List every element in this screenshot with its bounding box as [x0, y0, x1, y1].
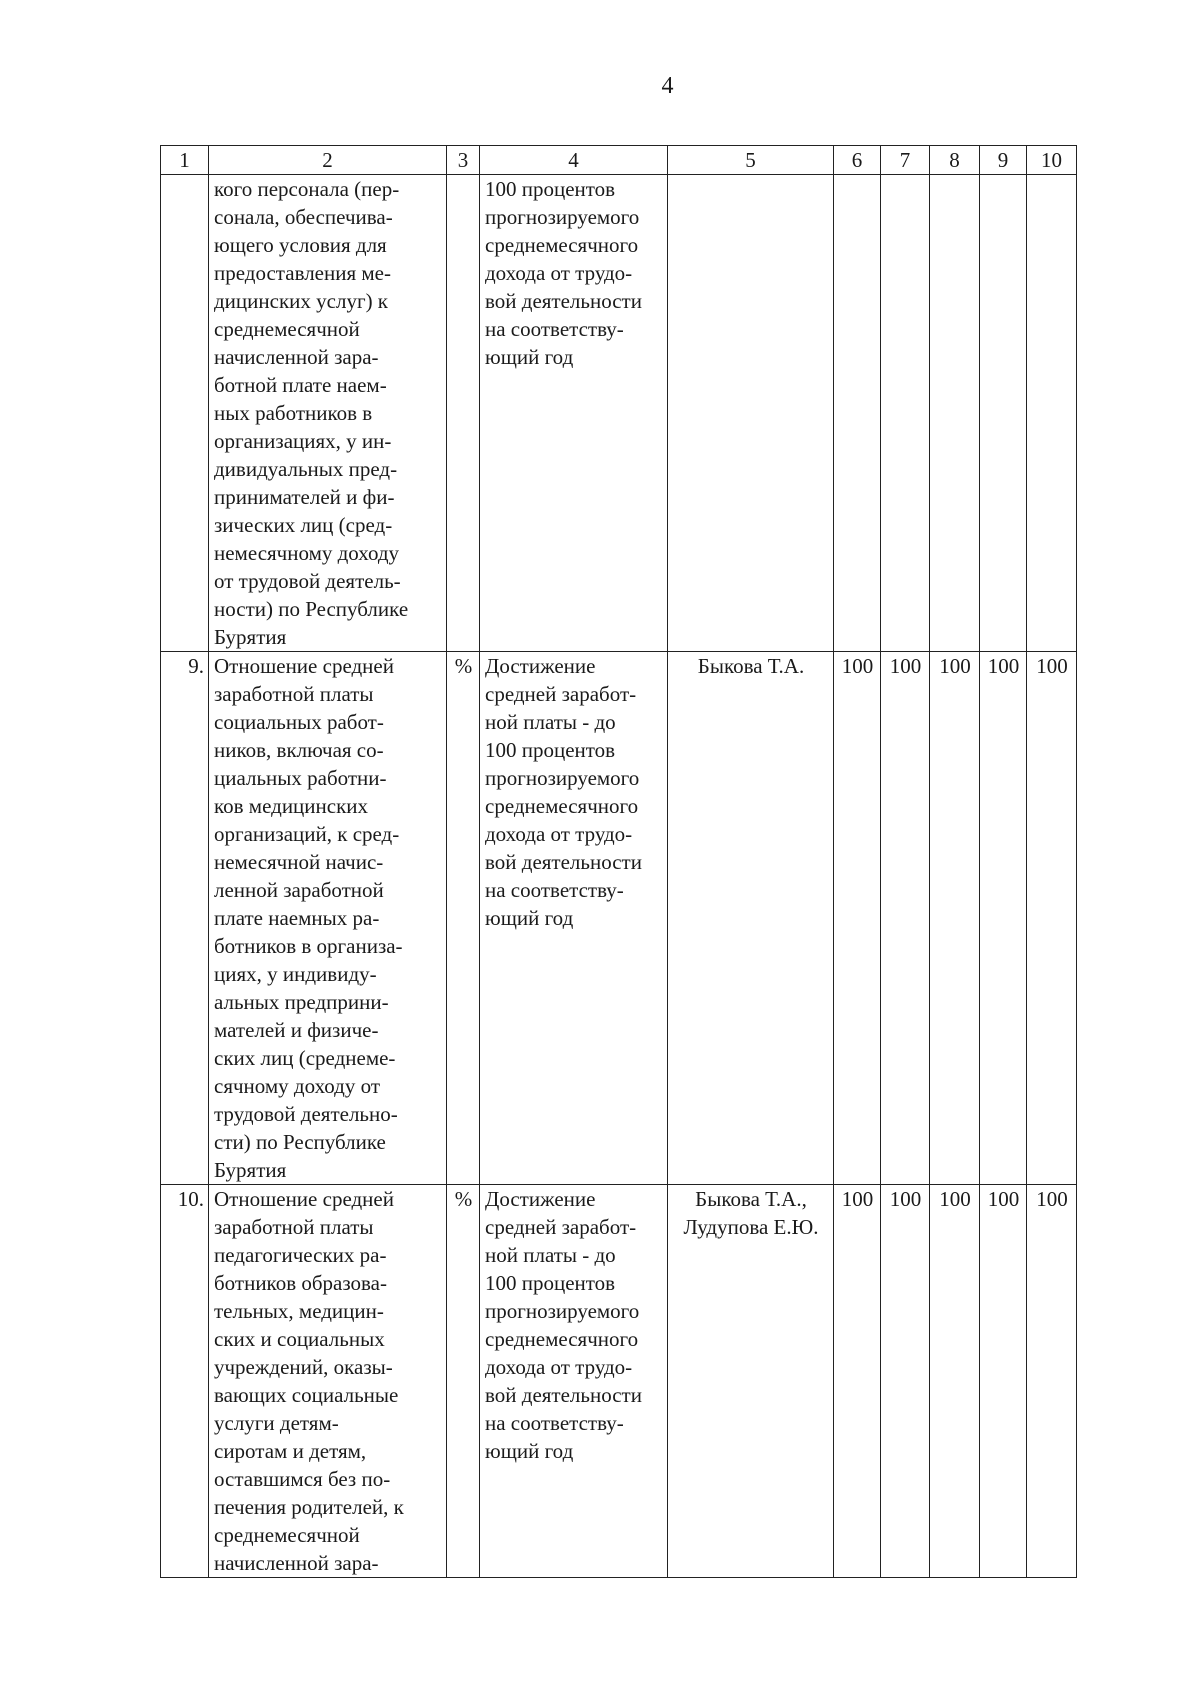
responsible-line: Лудупова Е.Ю. — [683, 1215, 819, 1239]
target-line: дохода от трудо- — [485, 1355, 633, 1379]
target-line: средней заработ- — [485, 682, 637, 706]
target-line: ющий год — [485, 906, 574, 930]
indicator-line: ботников образова- — [214, 1271, 387, 1295]
target-line: Достижение — [485, 1187, 596, 1211]
value-col-6: 100 — [834, 652, 881, 1185]
indicator-name — [209, 652, 447, 1185]
indicator-line: среднемесячной — [214, 1523, 360, 1547]
row-number — [161, 175, 209, 652]
target-line: на соответству- — [485, 1411, 624, 1435]
indicator-line: заработной платы — [214, 1215, 374, 1239]
target-line: 100 процентов — [485, 177, 616, 201]
indicator-line: Бурятия — [214, 1158, 287, 1182]
col-header-8: 8 — [930, 146, 980, 175]
indicator-line: ников, включая со- — [214, 738, 384, 762]
value-col-9: 100 — [980, 1185, 1027, 1578]
indicator-line: вающих социальные — [214, 1383, 399, 1407]
indicator-line: социальных работ- — [214, 710, 384, 734]
responsible-person — [668, 175, 834, 652]
value-col-6: 100 — [834, 1185, 881, 1578]
indicator-line: Отношение средней — [214, 1187, 394, 1211]
col-header-9: 9 — [980, 146, 1027, 175]
target-line: на соответству- — [485, 878, 624, 902]
unit-of-measure: % — [447, 652, 480, 1185]
target-line: среднемесячного — [485, 233, 639, 257]
indicator-line: трудовой деятельно- — [214, 1102, 398, 1126]
responsible-person — [668, 1185, 834, 1578]
col-header-10: 10 — [1027, 146, 1077, 175]
column-number-header-row — [161, 146, 1077, 175]
target-line: прогнозируемого — [485, 766, 640, 790]
target-line: ющий год — [485, 345, 574, 369]
indicator-line: печения родителей, к — [214, 1495, 404, 1519]
target-line: ной платы - до — [485, 1243, 616, 1267]
unit-of-measure — [447, 175, 480, 652]
col-header-1: 1 — [161, 146, 209, 175]
indicator-line: немесячной начис- — [214, 850, 384, 874]
value-col-6 — [834, 175, 881, 652]
table-row — [161, 1185, 1077, 1578]
indicator-line: циях, у индивиду- — [214, 962, 377, 986]
indicator-line: начисленной зара- — [214, 1551, 379, 1575]
indicator-line: ющего условия для — [214, 233, 387, 257]
indicator-line: ботников в организа- — [214, 934, 403, 958]
indicator-line: немесячному доходу — [214, 541, 400, 565]
responsible-person — [668, 652, 834, 1185]
indicator-line: сиротам и детям, — [214, 1439, 367, 1463]
indicator-line: кого персонала (пер- — [214, 177, 400, 201]
value-col-7: 100 — [881, 652, 930, 1185]
target-line: прогнозируемого — [485, 1299, 640, 1323]
target-line: 100 процентов — [485, 1271, 616, 1295]
target-line: дохода от трудо- — [485, 261, 633, 285]
table-row — [161, 652, 1077, 1185]
indicator-name — [209, 1185, 447, 1578]
target-line: среднемесячного — [485, 1327, 639, 1351]
indicator-line: принимателей и фи- — [214, 485, 395, 509]
indicator-line: мателей и физиче- — [214, 1018, 379, 1042]
indicator-line: услуги детям- — [214, 1411, 339, 1435]
indicator-line: сячному доходу от — [214, 1074, 381, 1098]
col-header-7: 7 — [881, 146, 930, 175]
target-line: вой деятельности — [485, 289, 642, 313]
indicator-line: организациях, у ин- — [214, 429, 392, 453]
target-line: вой деятельности — [485, 1383, 642, 1407]
indicator-line: начисленной зара- — [214, 345, 379, 369]
value-col-7 — [881, 175, 930, 652]
col-header-5: 5 — [668, 146, 834, 175]
indicator-line: дицинских услуг) к — [214, 289, 389, 313]
unit-of-measure: % — [447, 1185, 480, 1578]
indicator-line: педагогических ра- — [214, 1243, 387, 1267]
indicator-line: учреждений, оказы- — [214, 1355, 393, 1379]
indicator-line: ских и социальных — [214, 1327, 385, 1351]
col-header-3: 3 — [447, 146, 480, 175]
indicator-line: ских лиц (среднеме- — [214, 1046, 396, 1070]
indicator-line: альных предприни- — [214, 990, 389, 1014]
target-line: среднемесячного — [485, 794, 639, 818]
indicator-line: плате наемных ра- — [214, 906, 380, 930]
indicator-line: Отношение средней — [214, 654, 394, 678]
col-header-4: 4 — [480, 146, 668, 175]
indicator-line: ных работников в — [214, 401, 373, 425]
target-line: вой деятельности — [485, 850, 642, 874]
row-number: 10. — [161, 1185, 209, 1578]
target-line: Достижение — [485, 654, 596, 678]
indicator-line: заработной платы — [214, 682, 374, 706]
indicator-line: оставшимся без по- — [214, 1467, 391, 1491]
target-line: 100 процентов — [485, 738, 616, 762]
target-line: ной платы - до — [485, 710, 616, 734]
table-row — [161, 175, 1077, 652]
indicators-table — [160, 145, 1077, 1578]
value-col-7: 100 — [881, 1185, 930, 1578]
indicator-line: тельных, медицин- — [214, 1299, 384, 1323]
target-line: средней заработ- — [485, 1215, 637, 1239]
indicator-line: среднемесячной — [214, 317, 360, 341]
col-header-6: 6 — [834, 146, 881, 175]
indicator-line: сонала, обеспечива- — [214, 205, 393, 229]
indicator-line: Бурятия — [214, 625, 287, 649]
value-col-10: 100 — [1027, 652, 1077, 1185]
target-description — [480, 1185, 668, 1578]
value-col-10 — [1027, 175, 1077, 652]
target-line: дохода от трудо- — [485, 822, 633, 846]
indicator-line: от трудовой деятель- — [214, 569, 401, 593]
indicator-line: циальных работни- — [214, 766, 387, 790]
page-number: 4 — [661, 73, 674, 99]
responsible-line: Быкова Т.А., — [695, 1187, 807, 1211]
value-col-8: 100 — [930, 652, 980, 1185]
indicator-name — [209, 175, 447, 652]
indicator-line: дивидуальных пред- — [214, 457, 398, 481]
target-description — [480, 175, 668, 652]
indicator-line: предоставления ме- — [214, 261, 391, 285]
target-description — [480, 652, 668, 1185]
indicator-line: организаций, к сред- — [214, 822, 400, 846]
target-line: на соответству- — [485, 317, 624, 341]
indicator-line: ности) по Республике — [214, 597, 409, 621]
col-header-2: 2 — [209, 146, 447, 175]
value-col-8: 100 — [930, 1185, 980, 1578]
indicator-line: ботной плате наем- — [214, 373, 387, 397]
value-col-9: 100 — [980, 652, 1027, 1185]
responsible-line: Быкова Т.А. — [697, 654, 805, 678]
indicator-line: ленной заработной — [214, 878, 384, 902]
target-line: ющий год — [485, 1439, 574, 1463]
indicator-line: ков медицинских — [214, 794, 369, 818]
value-col-8 — [930, 175, 980, 652]
indicator-line: зических лиц (сред- — [214, 513, 393, 537]
target-line: прогнозируемого — [485, 205, 640, 229]
value-col-9 — [980, 175, 1027, 652]
row-number: 9. — [161, 652, 209, 1185]
value-col-10: 100 — [1027, 1185, 1077, 1578]
indicator-line: сти) по Республике — [214, 1130, 386, 1154]
